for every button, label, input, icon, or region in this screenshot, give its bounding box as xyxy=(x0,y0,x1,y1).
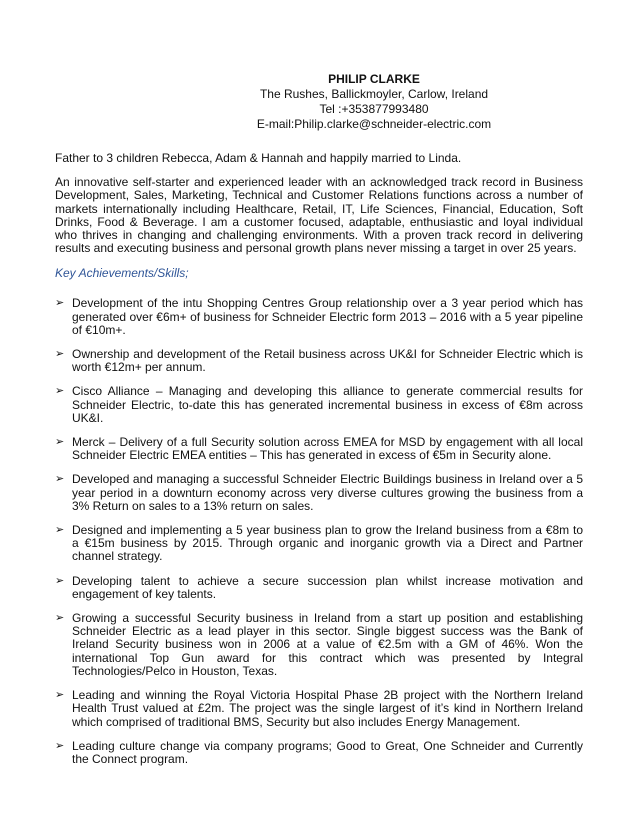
achievement-text: Leading and winning the Royal Victoria Hospital Phase 2B project with the Northern Ireland Health Trust valued at £2m. The project was the single largest of it’s kind in Northern Ireland which comprised of traditional BMS, Security but also includes Energy Management. xyxy=(72,688,583,729)
achievement-text: Merck – Delivery of a full Security solution across EMEA for MSD by engagement with all local Schneider Electric EMEA entities – This has generated in excess of €5m in Security alone. xyxy=(72,435,583,463)
family-statement: Father to 3 children Rebecca, Adam & Hannah and happily married to Linda. xyxy=(55,151,462,165)
profile-summary: An innovative self-starter and experienced leader with an acknowledged track record in Business Development, Sales, Marketing, Technical and Customer Relations functions across a number of markets internationally including Healthcare, Retail, IT, Life Sciences, Financial, Education, Soft Drinks, Food & Beverage. I am a customer focused, adaptable, enthusiastic and loyal individual who thrives in changing and challenging environments. With a proven track record in delivering results and executing business and personal growth plans never missing a target in over 25 years. xyxy=(55,175,583,256)
achievement-item xyxy=(55,297,583,337)
achievement-text: Ownership and development of the Retail business across UK&I for Schneider Electric which is worth €12m+ per annum. xyxy=(72,347,583,375)
achievement-item xyxy=(55,436,583,462)
arrow-bullet-icon: ➢ xyxy=(55,436,65,449)
achievements-list xyxy=(55,297,583,766)
arrow-bullet-icon: ➢ xyxy=(55,574,65,587)
phone-line: Tel :+353877993480 xyxy=(319,102,429,116)
achievement-item xyxy=(55,473,583,513)
achievement-item xyxy=(55,740,583,766)
achievement-text: Leading culture change via company programs; Good to Great, One Schneider and Currently the Connect program. xyxy=(72,738,583,766)
achievement-text: Developed and managing a successful Schneider Electric Buildings business in Ireland over a 5 year period in a downturn economy across very diverse cultures growing the business from a 3% Return on sales to a 13% return on sales. xyxy=(72,472,583,513)
achievement-text: Designed and implementing a 5 year business plan to grow the Ireland business from a €8m to a €15m business by 2015. Through organic and inorganic growth via a Direct and Partner channel strategy. xyxy=(72,523,583,564)
achievement-text: Growing a successful Security business in Ireland from a start up position and establishing Schneider Electric as a lead player in this sector. Single biggest success was the Bank of Ireland Security business won in 2006 at a value of €2.5m with a GM of 46%. Won the international Top Gun award for this contract which was presented by Integral Technologies/Pelco in Houston, Texas. xyxy=(72,611,583,678)
achievement-item xyxy=(55,575,583,601)
achievement-text: Cisco Alliance – Managing and developing this alliance to generate commercial results for Schneider Electric, to-date this has generated incremental business in excess of €8m across UK&I. xyxy=(72,384,583,425)
arrow-bullet-icon: ➢ xyxy=(55,524,65,537)
achievement-item xyxy=(55,524,583,564)
arrow-bullet-icon: ➢ xyxy=(55,297,65,310)
achievements-heading: Key Achievements/Skills; xyxy=(55,266,189,281)
achievement-text: Development of the intu Shopping Centres Group relationship over a 3 year period which has generated over €6m+ of business for Schneider Electric form 2013 – 2016 with a 5 year pipeline of €10m+. xyxy=(72,296,583,337)
contact-header xyxy=(165,72,583,132)
arrow-bullet-icon: ➢ xyxy=(55,612,65,625)
email-line: E-mail:Philip.clarke@schneider-electric.com xyxy=(256,117,492,131)
candidate-name: PHILIP CLARKE xyxy=(328,72,420,86)
arrow-bullet-icon: ➢ xyxy=(55,473,65,486)
achievement-item xyxy=(55,348,583,374)
arrow-bullet-icon: ➢ xyxy=(55,739,65,752)
arrow-bullet-icon: ➢ xyxy=(55,689,65,702)
achievement-item xyxy=(55,612,583,678)
achievement-item xyxy=(55,689,583,729)
arrow-bullet-icon: ➢ xyxy=(55,385,65,398)
arrow-bullet-icon: ➢ xyxy=(55,348,65,361)
address-line: The Rushes, Ballickmoyler, Carlow, Ireland xyxy=(259,87,489,101)
achievement-item xyxy=(55,385,583,425)
achievement-text: Developing talent to achieve a secure succession plan whilst increase motivation and engagement of key talents. xyxy=(72,573,583,601)
